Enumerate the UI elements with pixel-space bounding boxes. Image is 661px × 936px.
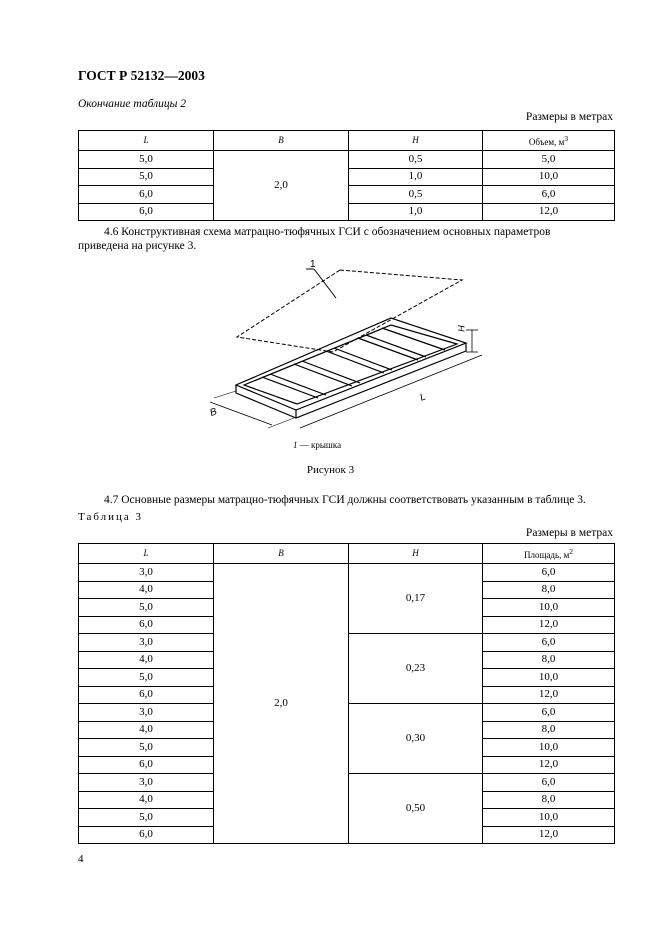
figure-title: Рисунок 3 xyxy=(306,464,355,476)
table2-cell-volume: 5,0 xyxy=(483,151,615,169)
table3-cell-l: 4,0 xyxy=(79,651,214,669)
table3-cell-area: 8,0 xyxy=(483,651,615,669)
table2-caption: Окончание таблицы 2 xyxy=(78,98,186,110)
table2-cell-b: 2,0 xyxy=(214,151,349,221)
table3-cell-l: 3,0 xyxy=(79,704,214,722)
page-header-standard: ГОСТ Р 52132—2003 xyxy=(78,68,205,83)
table3-cell-l: 3,0 xyxy=(79,774,214,792)
table3-cell-l: 5,0 xyxy=(79,599,214,617)
table3-header-l: L xyxy=(79,544,214,564)
table3-cell-area: 10,0 xyxy=(483,599,615,617)
table3-cell-l: 4,0 xyxy=(79,581,214,599)
table3 xyxy=(78,543,615,844)
table3-cell-area: 12,0 xyxy=(483,756,615,774)
paragraph-4-6-line1: 4.6 Конструктивная схема матрацно-тюфячных ГСИ с обозначением основных параметров xyxy=(104,226,551,238)
table3-cell-area: 12,0 xyxy=(483,616,615,634)
table3-cell-area: 6,0 xyxy=(483,634,615,652)
paragraph-4-6-line2: приведена на рисунке 3. xyxy=(78,240,197,252)
cover-outline xyxy=(237,270,462,352)
table3-units: Размеры в метрах xyxy=(525,527,613,539)
table2-cell-l: 6,0 xyxy=(79,203,214,221)
table-row xyxy=(79,564,615,582)
table3-cell-area: 12,0 xyxy=(483,686,615,704)
table3-cell-area: 6,0 xyxy=(483,564,615,582)
figure-legend: 1 — крышка xyxy=(293,440,342,450)
table3-cell-l: 6,0 xyxy=(79,616,214,634)
table3-cell-area: 8,0 xyxy=(483,581,615,599)
table3-cell-area: 8,0 xyxy=(483,721,615,739)
table3-cell-h: 0,30 xyxy=(349,704,483,774)
table3-cell-h: 0,50 xyxy=(349,774,483,844)
table2-cell-volume: 12,0 xyxy=(483,203,615,221)
table2-cell-l: 5,0 xyxy=(79,168,214,186)
table3-cell-l: 3,0 xyxy=(79,634,214,652)
page-number: 4 xyxy=(78,853,84,865)
figure-marker-1: 1 xyxy=(310,259,316,270)
table3-cell-h: 0,17 xyxy=(349,564,483,634)
paragraph-4-7 xyxy=(78,493,614,507)
figure-label-b: B xyxy=(208,406,219,420)
table3-cell-l: 4,0 xyxy=(79,791,214,809)
table2-cell-l: 5,0 xyxy=(79,151,214,169)
table3-cell-area: 10,0 xyxy=(483,739,615,757)
table3-cell-area: 8,0 xyxy=(483,791,615,809)
table3-cell-l: 4,0 xyxy=(79,721,214,739)
table2-header-h: H xyxy=(349,131,483,151)
table3-cell-h: 0,23 xyxy=(349,634,483,704)
table3-cell-l: 3,0 xyxy=(79,564,214,582)
table2-units: Размеры в метрах xyxy=(525,111,613,123)
table2-cell-volume: 6,0 xyxy=(483,186,615,204)
figure-label-l: L xyxy=(418,391,428,404)
table3-cell-area: 6,0 xyxy=(483,774,615,792)
table3-cell-area: 6,0 xyxy=(483,704,615,722)
figure-3-diagram xyxy=(0,0,661,460)
table2-cell-l: 6,0 xyxy=(79,186,214,204)
table2-cell-h: 0,5 xyxy=(349,151,483,169)
table3-cell-l: 6,0 xyxy=(79,826,214,844)
table2-header-volume: Объем, $м^3$ xyxy=(483,131,615,151)
table2-cell-volume: 10,0 xyxy=(483,168,615,186)
mattress-frame xyxy=(236,318,466,418)
table2-cell-h: 1,0 xyxy=(349,168,483,186)
table3-cell-l: 6,0 xyxy=(79,756,214,774)
table3-cell-l: 5,0 xyxy=(79,739,214,757)
table3-cell-area: 10,0 xyxy=(483,669,615,687)
table3-cell-b: 2,0 xyxy=(214,564,349,844)
table3-cell-l: 6,0 xyxy=(79,686,214,704)
table3-cell-area: 12,0 xyxy=(483,826,615,844)
table2-cell-h: 1,0 xyxy=(349,203,483,221)
figure-label-h: H xyxy=(456,325,466,332)
table3-header-b: B xyxy=(214,544,349,564)
table3-title: Таблица 3 xyxy=(78,511,144,523)
table3-cell-area: 10,0 xyxy=(483,809,615,827)
table3-header-h: H xyxy=(349,544,483,564)
table2-header-l: L xyxy=(79,131,214,151)
paragraph-4-7-text: 4.7 Основные размеры матрацно-тюфячных ГСИ должны соответствовать указанным в таблице 3. xyxy=(104,494,586,506)
table2-header-b: B xyxy=(214,131,349,151)
table2-cell-h: 0,5 xyxy=(349,186,483,204)
table3-header-area: Площадь, $м^2$ xyxy=(483,544,615,564)
table3-cell-l: 5,0 xyxy=(79,809,214,827)
table3-cell-l: 5,0 xyxy=(79,669,214,687)
